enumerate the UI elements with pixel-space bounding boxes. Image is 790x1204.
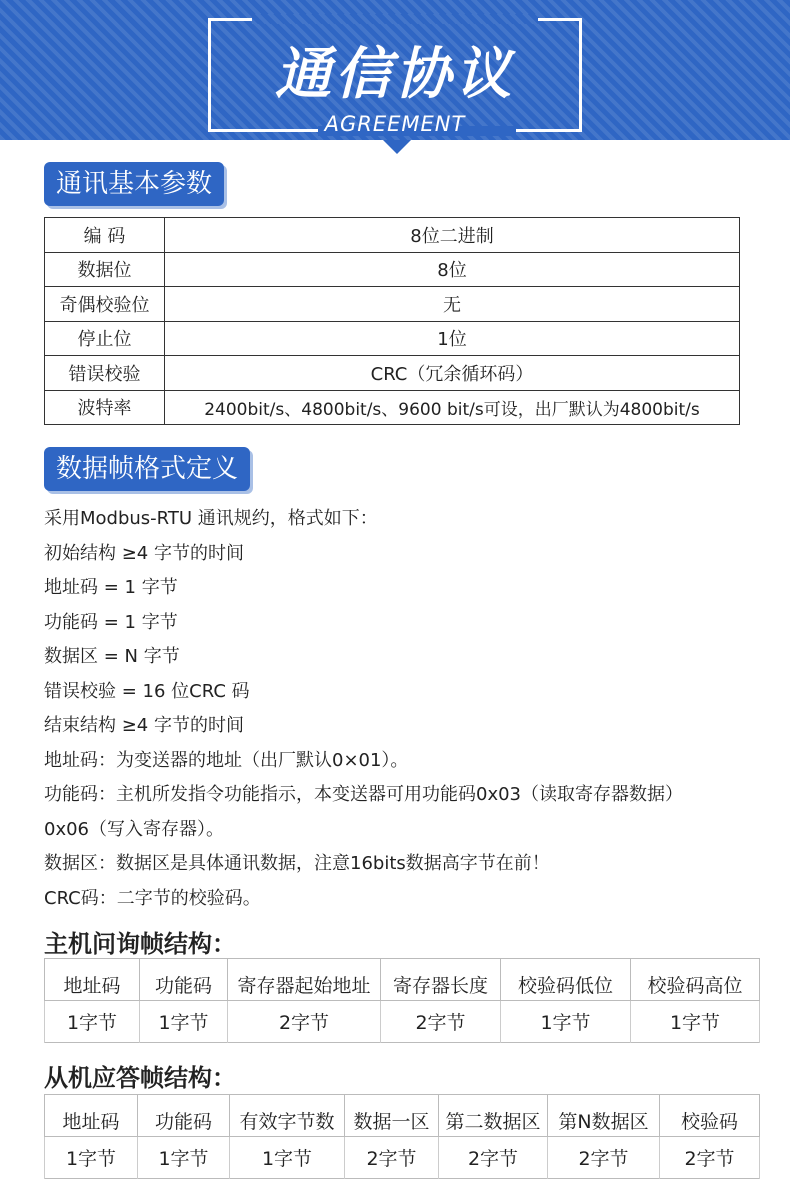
table-header-cell: 校验码 (660, 1095, 760, 1137)
param-value: 无 (165, 287, 740, 322)
param-key: 波特率 (45, 390, 165, 425)
table-cell: 1字节 (140, 1001, 228, 1043)
param-value: 2400bit/s、4800bit/s、9600 bit/s可设，出厂默认为4800bit/s (165, 390, 740, 425)
table-header-cell: 功能码 (138, 1095, 230, 1137)
text-line: 错误校验 = 16 位CRC 码 (44, 680, 250, 702)
param-value: 8位 (165, 252, 740, 287)
table-header-cell: 地址码 (45, 1095, 138, 1137)
table-header-cell: 寄存器长度 (381, 959, 501, 1001)
page-title: 通信协议 (275, 42, 515, 107)
param-value: 1位 (165, 321, 740, 356)
text-line: 初始结构 ≥4 字节的时间 (44, 542, 244, 564)
table-header-row (45, 959, 760, 1001)
param-key: 数据位 (45, 252, 165, 287)
reply-frame-table (44, 1094, 760, 1179)
table-header-cell: 第二数据区 (439, 1095, 548, 1137)
table-cell: 1字节 (138, 1137, 230, 1179)
table-row (45, 1137, 760, 1179)
table-cell: 1字节 (45, 1001, 140, 1043)
table-header-cell: 地址码 (45, 959, 140, 1001)
table-header-row (45, 1095, 760, 1137)
table-row (45, 218, 740, 253)
table-header-cell: 第N数据区 (548, 1095, 660, 1137)
text-line: 功能码：主机所发指令功能指示，本变送器可用功能码0x03（读取寄存器数据） (44, 784, 684, 805)
param-value: CRC（冗余循环码） (165, 356, 740, 391)
text-line: 0x06（写入寄存器）。 (44, 818, 225, 840)
section-heading-params: 通讯基本参数 (44, 162, 224, 206)
table-header-cell: 有效字节数 (230, 1095, 345, 1137)
table-cell: 2字节 (228, 1001, 381, 1043)
table-row (45, 287, 740, 322)
query-frame-table (44, 958, 760, 1043)
table-cell: 2字节 (381, 1001, 501, 1043)
table-row (45, 1001, 760, 1043)
text-line: 数据区：数据区是具体通讯数据，注意16bits数据高字节在前！ (44, 853, 550, 874)
table-cell: 1字节 (230, 1137, 345, 1179)
page-subtitle: AGREEMENT (324, 112, 466, 136)
table-row (45, 356, 740, 391)
table-cell: 1字节 (631, 1001, 760, 1043)
param-key: 奇偶校验位 (45, 287, 165, 322)
param-key: 编 码 (45, 218, 165, 253)
table-row (45, 252, 740, 287)
table-header-cell: 功能码 (140, 959, 228, 1001)
header-arrow (383, 140, 411, 154)
params-table (44, 217, 740, 425)
text-line: 地址码 = 1 字节 (44, 577, 178, 598)
param-key: 停止位 (45, 321, 165, 356)
text-line: CRC码：二字节的校验码。 (44, 887, 261, 909)
table-header-cell: 寄存器起始地址 (228, 959, 381, 1001)
param-key: 错误校验 (45, 356, 165, 391)
table-header-cell: 数据一区 (345, 1095, 439, 1137)
table-cell: 1字节 (45, 1137, 138, 1179)
frame-format-text (44, 502, 784, 916)
text-line: 结束结构 ≥4 字节的时间 (44, 715, 244, 736)
table-cell: 2字节 (345, 1137, 439, 1179)
table-row (45, 390, 740, 425)
table-header-cell: 校验码低位 (501, 959, 631, 1001)
section-heading-frame-format: 数据帧格式定义 (44, 447, 250, 491)
table-cell: 2字节 (660, 1137, 760, 1179)
text-line: 功能码 = 1 字节 (44, 611, 178, 633)
text-line: 采用Modbus-RTU 通讯规约，格式如下： (44, 508, 378, 529)
text-line: 地址码：为变送器的地址（出厂默认0×01）。 (44, 749, 409, 771)
table-cell: 2字节 (548, 1137, 660, 1179)
table-header-cell: 校验码高位 (631, 959, 760, 1001)
table-cell: 1字节 (501, 1001, 631, 1043)
param-value: 8位二进制 (165, 218, 740, 253)
query-frame-title: 主机问询帧结构： (44, 930, 236, 958)
table-row (45, 321, 740, 356)
table-cell: 2字节 (439, 1137, 548, 1179)
header-frame-gap (252, 14, 538, 24)
text-line: 数据区 = N 字节 (44, 646, 180, 667)
reply-frame-title: 从机应答帧结构： (44, 1064, 236, 1092)
